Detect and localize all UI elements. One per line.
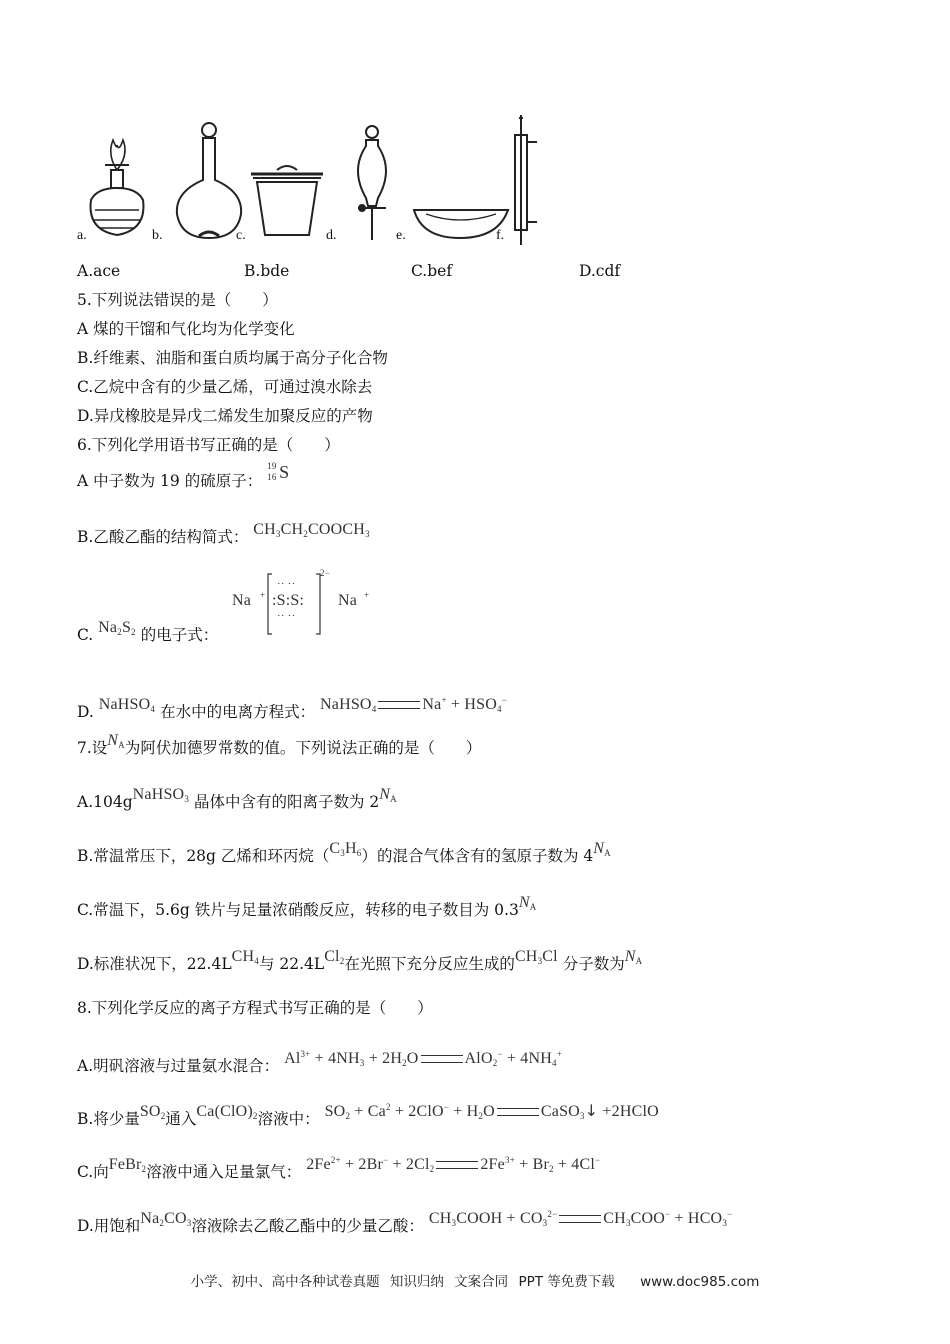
- q7-option-a: A.104gNaHSO$_3$ 晶体中含有的阳离子数为 $2N_A$: [77, 786, 397, 811]
- label-d: d.: [326, 228, 337, 243]
- q4-option-a: A.ace: [77, 262, 121, 280]
- footer-item: 小学、初中、高中各种试卷真题: [190, 1274, 380, 1290]
- evaporating-dish-icon: [414, 210, 508, 238]
- q7-option-d: D.标准状况下，$22.4LCH_4$与 22.4LCl$_2$在光照下充分反应生成的$CH_3Cl$ 分子数为$N_A$: [77, 948, 643, 973]
- formula-na2s2: $Na_2S_2$: [98, 619, 136, 637]
- q6-option-b: B.乙酸乙酯的结构简式： $CH_3CH_2COOCH_3$: [77, 521, 370, 546]
- label-f: f.: [496, 228, 505, 243]
- label-c: c.: [236, 228, 246, 243]
- crucible-icon: [251, 166, 323, 235]
- footer-item: PPT 等免费下载: [518, 1274, 615, 1290]
- q5-option-c: C.乙烷中含有的少量乙烯，可通过溴水除去: [77, 378, 373, 396]
- symbol-na: $N_A$: [107, 732, 125, 750]
- q8-option-a: A.明矾溶液与过量氨水混合： $Al^{3+} + 4NH_3 + 2H_2O$ $AlO_2^- + 4NH_4^+$: [77, 1049, 563, 1075]
- formula-cl2: $Cl_2$: [324, 948, 345, 966]
- q5-stem: 5.下列说法错误的是（ ）: [77, 291, 278, 309]
- q6-stem: 6.下列化学用语书写正确的是（ ）: [77, 436, 340, 454]
- alcohol-lamp-icon: [91, 140, 144, 235]
- q6-a-text: A 中子数为 19 的硫原子：: [77, 472, 263, 490]
- q4-option-c: C.bef: [411, 262, 453, 280]
- footer-item: 知识归纳: [389, 1274, 444, 1290]
- q7-option-b: B.常温常压下，28g 乙烯和环丙烷$(C_3H_6)$的混合气体含有的氢原子数为 $4N_A$: [77, 840, 611, 865]
- sulfur-nuclide: 19 16 S: [267, 461, 290, 482]
- q6-option-c: C. $Na_2S_2$ 的电子式：: [77, 619, 219, 644]
- condenser-icon: [515, 115, 537, 245]
- formula-febr2: FeBr$_2$: [108, 1156, 147, 1174]
- separatory-funnel-icon: [358, 126, 386, 240]
- q6-option-a: [77, 461, 290, 492]
- electron-dot-formula: Na + ·· ·· :S:S: ·· ·· 2− Na +: [232, 570, 382, 640]
- formula-ethyl-acetate: $CH_3CH_2COOCH_3$: [253, 521, 370, 539]
- q5-option-b: B.纤维素、油脂和蛋白质均属于高分子化合物: [77, 349, 388, 367]
- apparatus-row: [77, 110, 637, 245]
- equation-nahso4-ionization: NaHSO$_4$ $Na^+ + HSO_4^-$: [320, 695, 507, 714]
- q8-option-b: B.将少量$SO_2$通入$Ca(ClO)_2$溶液中： $SO_2 + Ca^2 + 2ClO^- + H_2O$ CaSO$_3$↓ +2HClO: [77, 1101, 659, 1128]
- q4-option-d: D.cdf: [579, 262, 621, 280]
- label-a: a.: [77, 228, 87, 243]
- formula-c3h6: $C_3H_6$: [329, 840, 362, 858]
- equation-febr2-cl2: $2Fe^{2+} + 2Br^- + 2Cl_2$ $2Fe^{3+} + Br_2 + 4Cl^-$: [306, 1155, 601, 1174]
- formula-nahso4: NaHSO$_4$: [98, 696, 156, 714]
- equation-alum-ammonia: $Al^{3+} + 4NH_3 + 2H_2O$ $AlO_2^- + 4NH_4^+$: [284, 1049, 563, 1068]
- equation-so2-caclo: $SO_2 + Ca^2 + 2ClO^- + H_2O$ CaSO$_3$↓ +2HClO: [324, 1101, 659, 1121]
- formula-nahso3: NaHSO$_3$: [132, 786, 190, 804]
- q5-option-d: D.异戊橡胶是异戊二烯发生加聚反应的产物: [77, 407, 373, 425]
- q6-option-d: D. NaHSO$_4$ 在水中的电离方程式： NaHSO$_4$ $Na^+ + HSO_4^-$: [77, 695, 507, 721]
- label-b: b.: [152, 228, 163, 243]
- volumetric-flask-icon: [177, 123, 241, 238]
- q8-stem: 8.下列化学反应的离子方程式书写正确的是（ ）: [77, 999, 433, 1017]
- label-e: e.: [396, 228, 406, 243]
- formula-so2: $SO_2$: [139, 1103, 166, 1121]
- q4-option-b: B.bde: [244, 262, 290, 280]
- page-footer: [0, 1270, 950, 1290]
- formula-ca-clo-2: $Ca(ClO)_2$: [196, 1103, 258, 1121]
- footer-link[interactable]: www.doc985.com: [640, 1274, 760, 1290]
- formula-na2co3: $Na_2CO_3$: [140, 1210, 192, 1228]
- q8-option-c: C.向FeBr$_2$溶液中通入足量氯气： $2Fe^{2+} + 2Br^- + 2Cl_2$ $2Fe^{3+} + Br_2 + 4Cl^-$: [77, 1155, 601, 1181]
- q8-option-d: D.用饱和$Na_2CO_3$溶液除去乙酸乙酯中的少量乙酸： $CH_3COOH + CO_3^{2-}$ $CH_3COO^- + HCO_3^-$: [77, 1209, 733, 1235]
- q7-option-c: C.常温下，5.6g 铁片与足量浓硝酸反应，转移的电子数目为 $0.3N_A$: [77, 894, 537, 919]
- equation-acetic-carbonate: $CH_3COOH + CO_3^{2-}$ $CH_3COO^- + HCO_3^-$: [428, 1209, 733, 1228]
- formula-ch4: $CH_4$: [231, 948, 259, 966]
- q5-option-a: A 煤的干馏和气化均为化学变化: [77, 320, 295, 338]
- formula-ch3cl: $CH_3Cl$: [514, 948, 558, 966]
- q7-stem: 7.设$N_A$为阿伏加德罗常数的值。下列说法正确的是（ ）: [77, 732, 482, 757]
- footer-item: 文案合同: [454, 1274, 509, 1290]
